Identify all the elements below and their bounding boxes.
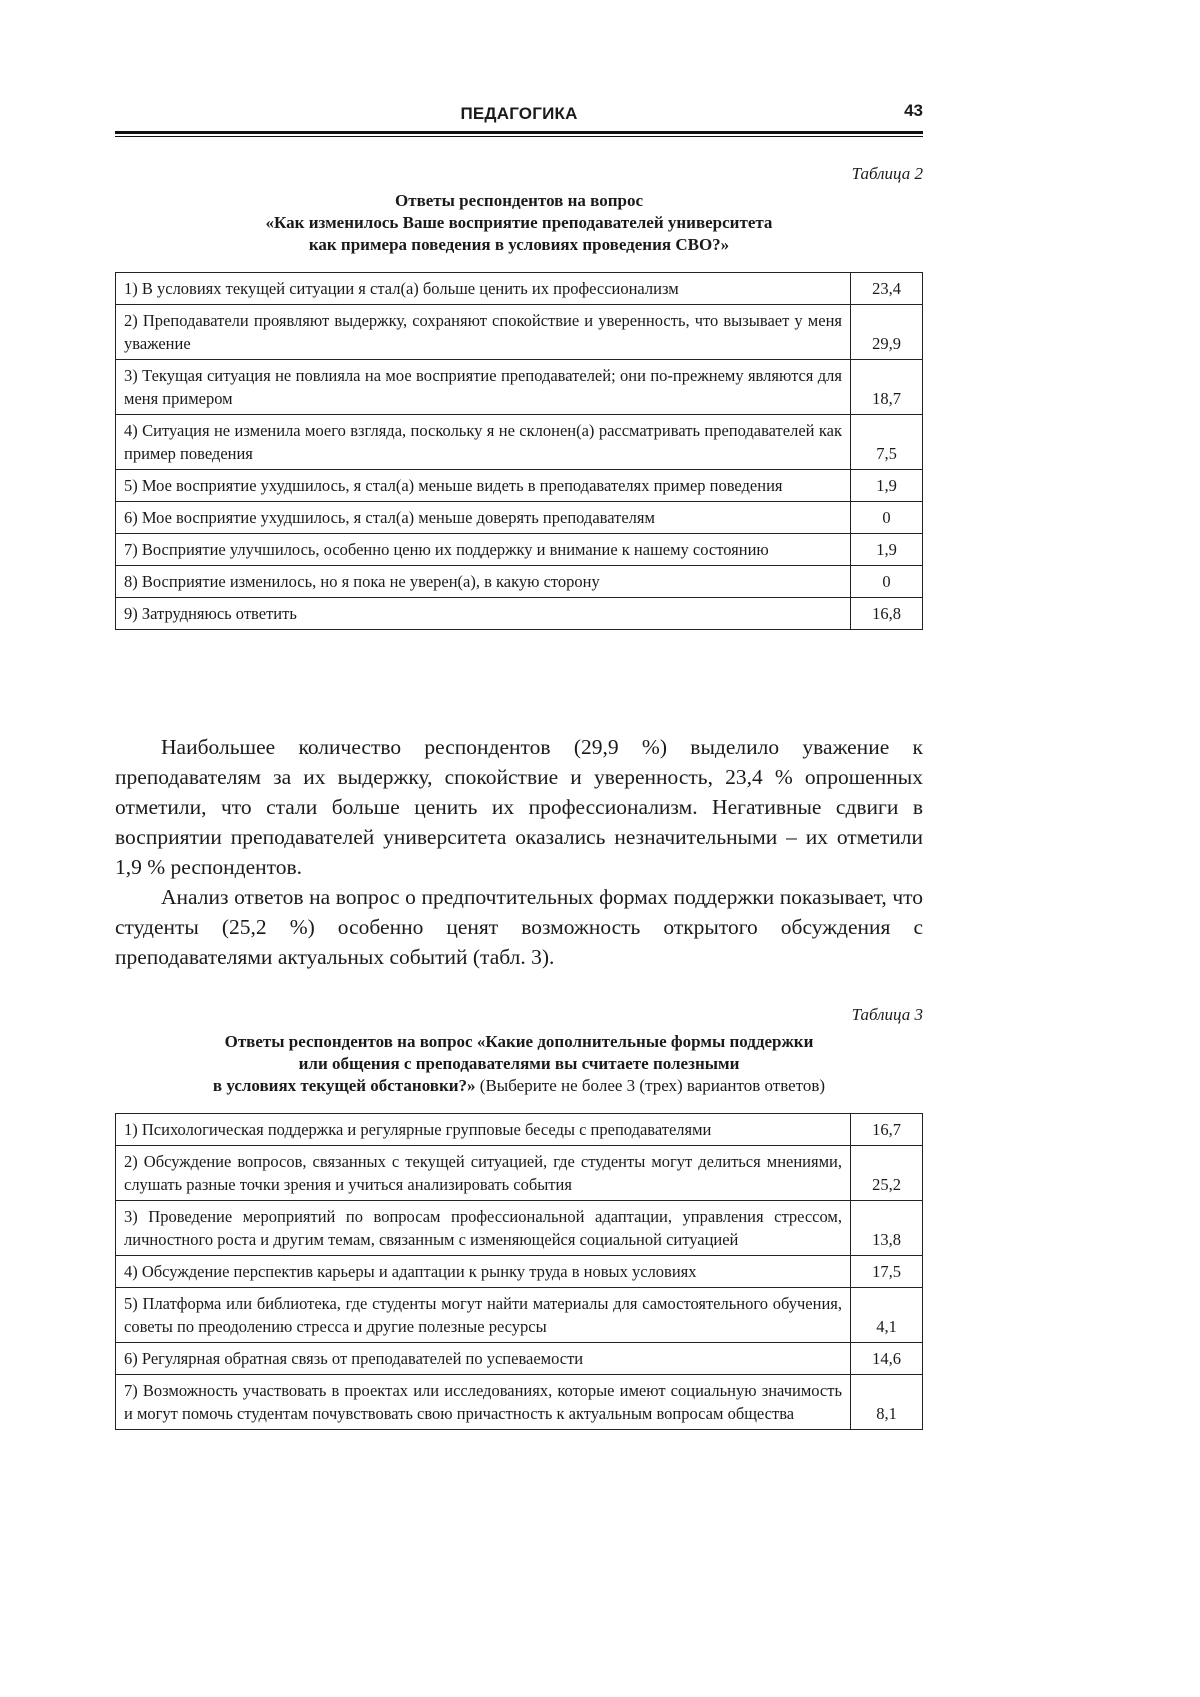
table-row <box>116 1201 923 1256</box>
percentage-cell: 0 <box>851 566 923 598</box>
answer-option-cell: 4) Обсуждение перспектив карьеры и адаптации к рынку труда в новых условиях <box>116 1256 851 1288</box>
percentage-cell: 0 <box>851 502 923 534</box>
table-row <box>116 305 923 360</box>
answer-option-cell: 4) Ситуация не изменила моего взгляда, поскольку я не склонен(а) рассматривать преподавателей как пример поведения <box>116 415 851 470</box>
table-row <box>116 1256 923 1288</box>
percentage-cell: 8,1 <box>851 1375 923 1430</box>
table-2-caption <box>115 190 923 256</box>
table-3-caption-line: или общения с преподавателями вы считаете полезными <box>298 1054 740 1073</box>
table-row <box>116 1288 923 1343</box>
table-row <box>116 415 923 470</box>
running-header <box>115 98 923 128</box>
table-row <box>116 534 923 566</box>
answer-option-cell: 5) Мое восприятие ухудшилось, я стал(а) меньше видеть в преподавателях пример поведения <box>116 470 851 502</box>
answer-option-cell: 6) Регулярная обратная связь от преподавателей по успеваемости <box>116 1343 851 1375</box>
header-rule-thick <box>115 131 923 134</box>
percentage-cell: 23,4 <box>851 273 923 305</box>
body-text <box>115 732 923 972</box>
table-2-caption-line: как примера поведения в условиях проведения СВО?» <box>308 235 730 254</box>
percentage-cell: 14,6 <box>851 1343 923 1375</box>
percentage-cell: 16,7 <box>851 1114 923 1146</box>
table-row <box>116 1343 923 1375</box>
table-2-caption-line: «Как изменилось Ваше восприятие преподавателей университета <box>265 213 773 232</box>
percentage-cell: 16,8 <box>851 598 923 630</box>
table-2-label: Таблица 2 <box>851 164 923 183</box>
answer-option-cell: 1) Психологическая поддержка и регулярные групповые беседы с преподавателями <box>116 1114 851 1146</box>
table-row <box>116 1375 923 1430</box>
table-row <box>116 1114 923 1146</box>
answer-option-cell: 2) Преподаватели проявляют выдержку, сохраняют спокойствие и уверенность, что вызывает у меня уважение <box>116 305 851 360</box>
table-3-caption-line: Ответы респондентов на вопрос «Какие дополнительные формы поддержки <box>224 1032 814 1051</box>
percentage-cell: 18,7 <box>851 360 923 415</box>
table-row <box>116 360 923 415</box>
percentage-cell: 1,9 <box>851 534 923 566</box>
table-row <box>116 1146 923 1201</box>
percentage-cell: 7,5 <box>851 415 923 470</box>
answer-option-cell: 9) Затрудняюсь ответить <box>116 598 851 630</box>
journal-section-title: ПЕДАГОГИКА <box>460 104 578 123</box>
table-3-label: Таблица 3 <box>851 1005 923 1024</box>
table-row <box>116 598 923 630</box>
body-paragraph: Анализ ответов на вопрос о предпочтительных формах поддержки показывает, что студенты (25,2 %) особенно ценят возможность открытого обсуждения с преподавателями актуальных событий (табл. 3). <box>115 885 923 969</box>
answer-option-cell: 7) Возможность участвовать в проектах или исследованиях, которые имеют социальную значимость и могут помочь студентам почувствовать свою причастность к актуальным вопросам общества <box>116 1375 851 1430</box>
header-rule-thin <box>115 136 923 137</box>
table-3-caption-line: в условиях текущей обстановки?» <box>212 1076 476 1095</box>
percentage-cell: 25,2 <box>851 1146 923 1201</box>
table-3-caption <box>115 1031 923 1097</box>
percentage-cell: 17,5 <box>851 1256 923 1288</box>
table-row <box>116 566 923 598</box>
table-3 <box>115 1113 923 1430</box>
percentage-cell: 4,1 <box>851 1288 923 1343</box>
answer-option-cell: 3) Текущая ситуация не повлияла на мое восприятие преподавателей; они по-прежнему являются для меня примером <box>116 360 851 415</box>
answer-option-cell: 7) Восприятие улучшилось, особенно ценю их поддержку и внимание к нашему состоянию <box>116 534 851 566</box>
table-row <box>116 470 923 502</box>
answer-option-cell: 5) Платформа или библиотека, где студенты могут найти материалы для самостоятельного обучения, советы по преодолению стресса и другие полезные ресурсы <box>116 1288 851 1343</box>
table-3-caption-note: (Выберите не более 3 (трех) вариантов ответов) <box>475 1076 826 1095</box>
table-row <box>116 273 923 305</box>
answer-option-cell: 8) Восприятие изменилось, но я пока не уверен(а), в какую сторону <box>116 566 851 598</box>
table-row <box>116 502 923 534</box>
table-2 <box>115 272 923 630</box>
answer-option-cell: 2) Обсуждение вопросов, связанных с текущей ситуацией, где студенты могут делиться мнениями, слушать разные точки зрения и учиться анализировать события <box>116 1146 851 1201</box>
body-paragraph: Наибольшее количество респондентов (29,9 %) выделило уважение к преподавателям за их выдержку, спокойствие и уверенность, 23,4 % опрошенных отметили, что стали больше ценить их профессионализм. Негативные сдвиги в восприятии преподавателей университета оказались незначительными – их отметили 1,9 % респондентов. <box>115 735 923 879</box>
page-number: 43 <box>904 101 923 120</box>
answer-option-cell: 3) Проведение мероприятий по вопросам профессиональной адаптации, управления стрессом, личностного роста и другим темам, связанным с изменяющейся социальной ситуацией <box>116 1201 851 1256</box>
percentage-cell: 13,8 <box>851 1201 923 1256</box>
answer-option-cell: 6) Мое восприятие ухудшилось, я стал(а) меньше доверять преподавателям <box>116 502 851 534</box>
percentage-cell: 1,9 <box>851 470 923 502</box>
percentage-cell: 29,9 <box>851 305 923 360</box>
answer-option-cell: 1) В условиях текущей ситуации я стал(а) больше ценить их профессионализм <box>116 273 851 305</box>
table-2-caption-line: Ответы респондентов на вопрос <box>395 191 643 210</box>
